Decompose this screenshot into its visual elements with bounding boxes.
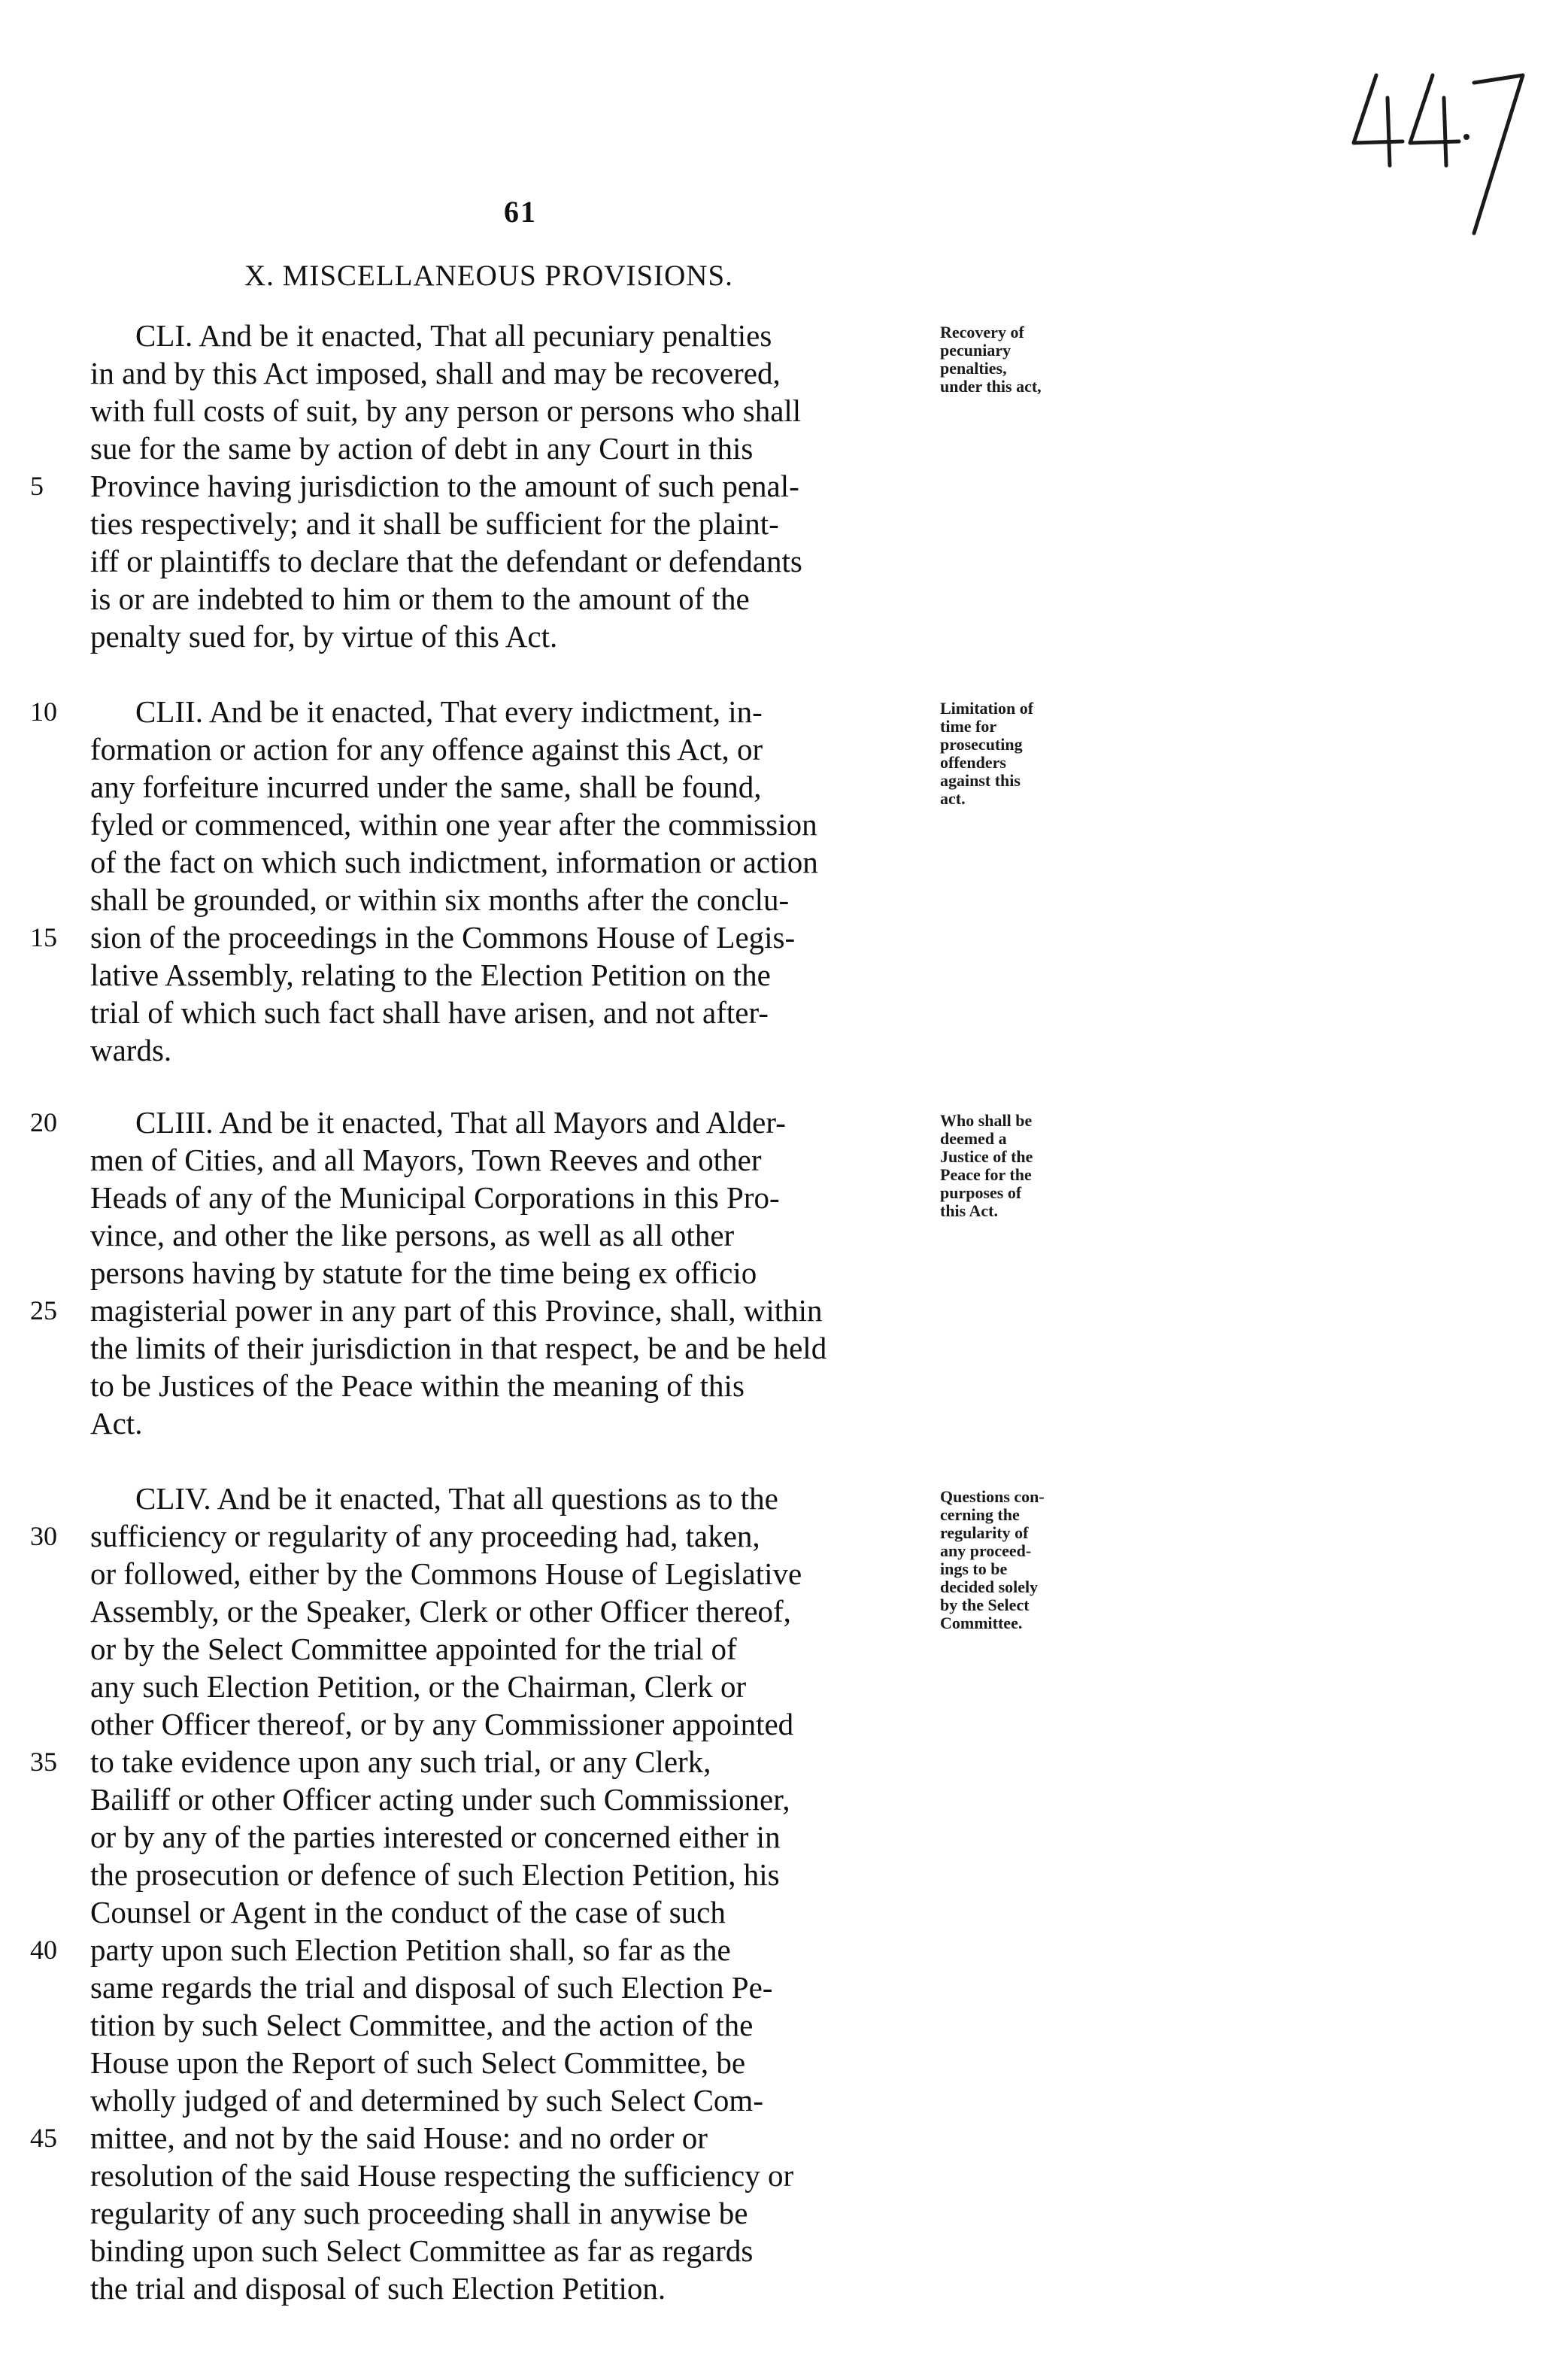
text-line: [30, 1932, 940, 1968]
margin-note-line: Limitation of: [940, 699, 1034, 718]
line-number: 40: [30, 1935, 57, 1965]
text-line: [90, 1668, 940, 1705]
line-number: 20: [30, 1107, 57, 1137]
text-line: [90, 1217, 940, 1253]
line-number: 15: [30, 922, 57, 952]
line-text: regularity of any such proceeding shall in anywise be: [90, 2196, 748, 2230]
line-text: magisterial power in any part of this Province, shall, within: [90, 1293, 823, 1328]
margin-note-line: act.: [940, 789, 966, 808]
text-line: [90, 1894, 940, 1930]
margin-note-line: against this: [940, 771, 1021, 790]
text-line: [90, 2195, 940, 2231]
page-number: 61: [504, 195, 537, 229]
margin-note: [940, 1112, 1102, 1220]
line-text: binding upon such Select Committee as far as regards: [90, 2233, 754, 2268]
margin-note-line: under this act,: [940, 377, 1042, 396]
margin-note-line: ings to be: [940, 1559, 1008, 1578]
margin-note-line: prosecuting: [940, 735, 1023, 754]
text-line: [90, 2233, 940, 2269]
text-line: [30, 919, 940, 955]
line-text: persons having by statute for the time being ex officio: [90, 1255, 757, 1290]
margin-note-line: Questions con-: [940, 1487, 1045, 1506]
text-line: [90, 1969, 940, 2005]
text-line: [90, 1032, 940, 1068]
margin-note-line: this Act.: [940, 1201, 998, 1220]
margin-note-line: regularity of: [940, 1523, 1029, 1542]
line-text: Assembly, or the Speaker, Clerk or other Officer thereof,: [90, 1594, 791, 1629]
text-line: [90, 1781, 940, 1817]
line-text: other Officer thereof, or by any Commissioner appointed: [90, 1707, 794, 1741]
line-text: the trial and disposal of such Election Petition.: [90, 2271, 666, 2306]
text-line: [90, 1857, 940, 1893]
section-heading: X. MISCELLANEOUS PROVISIONS.: [244, 260, 733, 292]
text-line: [90, 2270, 940, 2306]
margin-note-line: time for: [940, 717, 997, 736]
line-text: with full costs of suit, by any person or persons who shall: [90, 393, 802, 428]
line-text: party upon such Election Petition shall, so far as the: [90, 1932, 731, 1967]
text-line: [90, 2157, 940, 2194]
line-text: lative Assembly, relating to the Election Petition on the: [90, 958, 771, 992]
line-text: mittee, and not by the said House: and no order or: [90, 2121, 708, 2155]
text-line: [90, 1480, 940, 1516]
text-line: [90, 317, 940, 354]
text-line: [30, 1104, 940, 1140]
text-line: [90, 844, 940, 880]
margin-note-line: deemed a: [940, 1129, 1007, 1148]
text-line: [90, 1179, 940, 1216]
line-number: 45: [30, 2123, 57, 2153]
text-line: [90, 1706, 940, 1742]
margin-note-line: pecuniary: [940, 341, 1011, 360]
margin-note-line: any proceed-: [940, 1541, 1032, 1560]
margin-note-line: Committee.: [940, 1614, 1023, 1632]
line-text: or by any of the parties interested or concerned either in: [90, 1820, 781, 1854]
margin-note-line: Who shall be: [940, 1111, 1033, 1130]
margin-note-line: decided solely: [940, 1577, 1039, 1596]
text-line: [30, 2120, 940, 2156]
text-line: [90, 2045, 940, 2081]
line-number: 25: [30, 1295, 57, 1325]
margin-note-line: Peace for the: [940, 1165, 1032, 1184]
line-text: to be Justices of the Peace within the meaning of this: [90, 1368, 745, 1403]
line-text: CLII. And be it enacted, That every indictment, in-: [135, 694, 763, 729]
line-text: or followed, either by the Commons House of Legislative: [90, 1556, 802, 1591]
text-line: [90, 1255, 940, 1291]
handwritten-folio-number: [1346, 53, 1534, 248]
line-text: to take evidence upon any such trial, or any Clerk,: [90, 1744, 711, 1779]
line-text: House upon the Report of such Select Committee, be: [90, 2045, 746, 2080]
line-text: same regards the trial and disposal of such Election Pe-: [90, 1970, 773, 2005]
line-text: Bailiff or other Officer acting under such Commissioner,: [90, 1782, 790, 1817]
line-text: any forfeiture incurred under the same, shall be found,: [90, 770, 762, 804]
line-text: shall be grounded, or within six months after the conclu-: [90, 882, 790, 917]
line-text: ties respectively; and it shall be sufficient for the plaint-: [90, 506, 779, 541]
line-text: iff or plaintiffs to declare that the defendant or defendants: [90, 544, 802, 578]
text-line: [30, 468, 940, 504]
text-line: [30, 1292, 940, 1328]
line-text: wards.: [90, 1033, 172, 1067]
text-line: [90, 1556, 940, 1592]
margin-note-line: by the Select: [940, 1595, 1030, 1614]
line-text: or by the Select Committee appointed for the trial of: [90, 1632, 737, 1666]
text-line: [90, 2082, 940, 2118]
text-line: [90, 1368, 940, 1404]
line-number: 5: [30, 471, 44, 501]
text-line: [90, 430, 940, 466]
text-line: [90, 806, 940, 842]
margin-note-line: offenders: [940, 753, 1006, 772]
text-line: [90, 581, 940, 617]
text-line: [90, 505, 940, 542]
line-text: wholly judged of and determined by such Select Com-: [90, 2083, 763, 2118]
line-text: any such Election Petition, or the Chairman, Clerk or: [90, 1669, 747, 1704]
line-text: resolution of the said House respecting the sufficiency or: [90, 2158, 794, 2193]
line-number: 30: [30, 1521, 57, 1551]
line-text: penalty sued for, by virtue of this Act.: [90, 619, 558, 654]
margin-note-line: purposes of: [940, 1183, 1022, 1202]
line-text: sue for the same by action of debt in any Court in this: [90, 431, 754, 466]
line-text: sion of the proceedings in the Commons House of Legis-: [90, 920, 796, 955]
text-line: [90, 1819, 940, 1855]
text-line: [90, 994, 940, 1031]
text-line: [90, 1330, 940, 1366]
line-number: 35: [30, 1747, 57, 1777]
margin-note: [940, 323, 1102, 396]
line-text: Act.: [90, 1406, 143, 1441]
text-line: [30, 694, 940, 730]
line-text: CLIV. And be it enacted, That all questions as to the: [135, 1481, 778, 1516]
line-text: the prosecution or defence of such Election Petition, his: [90, 1857, 780, 1892]
line-text: the limits of their jurisdiction in that respect, be and be held: [90, 1331, 827, 1365]
text-line: [30, 1518, 940, 1554]
line-text: tition by such Select Committee, and the action of the: [90, 2008, 754, 2042]
line-text: sufficiency or regularity of any proceeding had, taken,: [90, 1519, 760, 1553]
text-line: [90, 2007, 940, 2043]
line-text: men of Cities, and all Mayors, Town Reeves and other: [90, 1143, 762, 1177]
margin-note-line: Justice of the: [940, 1147, 1033, 1166]
margin-note-line: Recovery of: [940, 323, 1024, 342]
text-line: [90, 957, 940, 993]
line-text: Heads of any of the Municipal Corporations in this Pro-: [90, 1180, 780, 1215]
text-line: [90, 731, 940, 767]
margin-note-line: cerning the: [940, 1505, 1020, 1524]
line-text: Province having jurisdiction to the amount of such penal-: [90, 469, 799, 503]
margin-note-line: penalties,: [940, 359, 1007, 378]
line-text: vince, and other the like persons, as well as all other: [90, 1218, 735, 1252]
line-text: trial of which such fact shall have arisen, and not after-: [90, 995, 769, 1030]
line-text: Counsel or Agent in the conduct of the case of such: [90, 1895, 726, 1929]
text-line: [90, 1142, 940, 1178]
text-line: [90, 543, 940, 579]
margin-note: [940, 1488, 1102, 1632]
line-number: 10: [30, 697, 57, 727]
text-line: [90, 1405, 940, 1441]
text-line: [90, 618, 940, 654]
text-line: [90, 769, 940, 805]
line-text: CLIII. And be it enacted, That all Mayors and Alder-: [135, 1105, 786, 1140]
text-line: [90, 393, 940, 429]
margin-note: [940, 700, 1102, 808]
text-line: [90, 355, 940, 391]
line-text: CLI. And be it enacted, That all pecuniary penalties: [135, 318, 772, 353]
line-text: formation or action for any offence against this Act, or: [90, 732, 763, 767]
line-text: is or are indebted to him or them to the amount of the: [90, 581, 750, 616]
line-text: in and by this Act imposed, shall and may be recovered,: [90, 356, 781, 390]
text-line: [90, 1631, 940, 1667]
line-text: fyled or commenced, within one year after the commission: [90, 807, 817, 842]
text-line: [90, 882, 940, 918]
line-text: of the fact on which such indictment, information or action: [90, 845, 818, 879]
text-line: [90, 1593, 940, 1629]
text-line: [30, 1744, 940, 1780]
